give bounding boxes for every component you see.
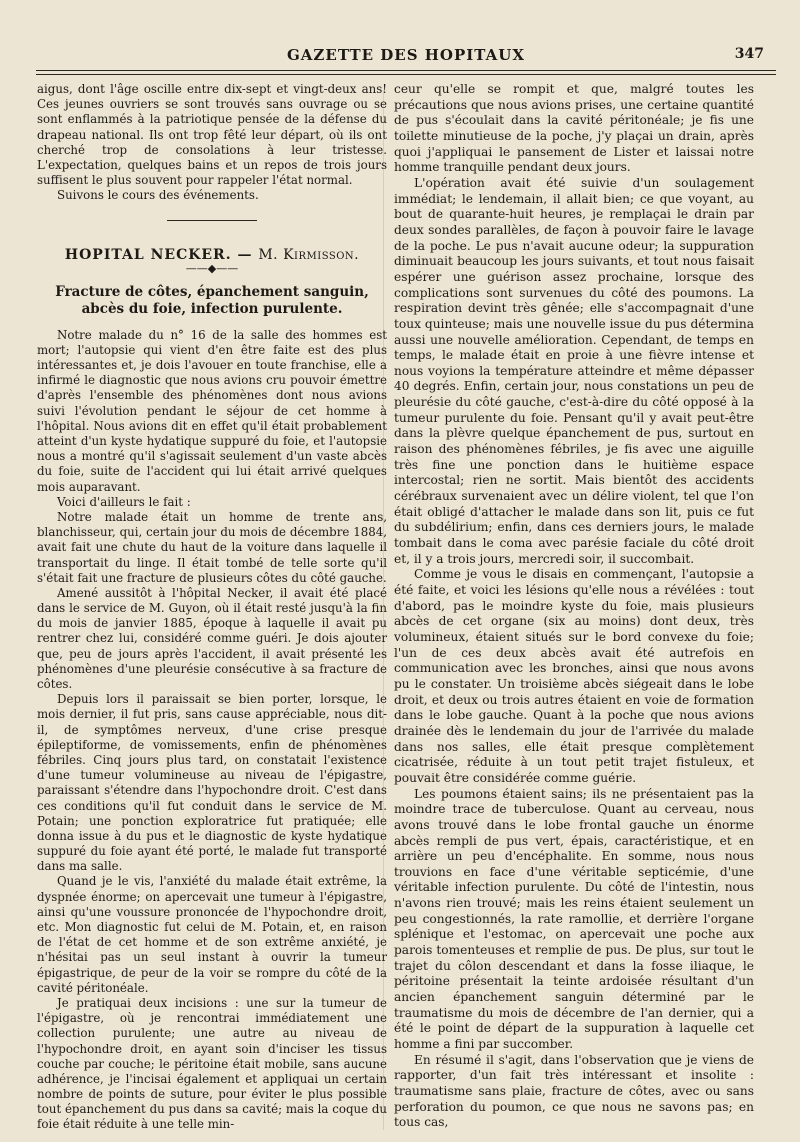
left-column — [37, 82, 387, 1133]
page-header — [36, 46, 776, 68]
paragraph: Notre malade était un homme de trente ans, blanchisseur, qui, certain jour du mois de décembre 1884, avait fait une chute du haut de la voiture dans laquelle il transportait du linge. Il était tombé de telle sorte qu'il s'était fait une fracture de plusieurs côtes du côté gauche. — [37, 509, 387, 585]
paragraph: L'opération avait été suivie d'un soulagement immédiat; le lendemain, il allait bien; ce que voyant, au bout de quarante-huit heures, je remplaçai le drain par deux sondes parallèles, de façon à pouvoir faire le lavage de la poche. Le pus n'avait aucune odeur; la suppuration diminuait beaucoup les jours suivants, et tout nous faisait espérer une guérison assez prochaine, lorsque des complications sont survenues du côté des poumons. La respiration devint très gênée; elle s'accompagnait d'une toux quinteuse; mais une nouvelle issue du pus détermina aussi une nouvelle amélioration. Cependant, de temps en temps, le malade était en proie à une fièvre intense et nous voyions la température atteindre et même dépasser 40 degrés. Enfin, certain jour, nous constations un peu de pleurésie du côté gauche, c'est-à-dire du côté opposé à la tumeur purulente du foie. Pensant qu'il y avait peut-être dans la plèvre quelque épanchement de pus, surtout en raison des phénomènes fébriles, je fis avec une aiguille très fine une ponction dans le huitième espace intercostal; rien ne sortit. Mais bientôt des accidents cérébraux survenaient avec un délire violent, tel que l'on était obligé d'attacher le malade dans son lit, puis ce fut du subdélirium; enfin, dans ces derniers jours, le malade tombait dans le coma avec parésie faciale du côté droit et, il y a trois jours, mercredi soir, il succombait. — [394, 175, 754, 566]
paragraph: Voici d'ailleurs le fait : — [57, 494, 191, 509]
paragraph: Amené aussitôt à l'hôpital Necker, il avait été placé dans le service de M. Guyon, où il était resté jusqu'à la fin du mois de janvier 1885, époque à laquelle il avait pu rentrer chez lui, considéré comme guéri. Je dois ajouter que, peu de jours après l'accident, il avait présenté les phénomènes d'une pleurésie consécutive à sa fracture de côtes. — [37, 585, 387, 691]
right-column — [394, 82, 754, 1131]
header-rule — [36, 70, 776, 71]
paragraph: Depuis lors il paraissait se bien porter, lorsque, le mois dernier, il fut pris, sans cause appréciable, nous dit-il, de symptômes nerveux, d'une crise presque épileptiforme, de vomissements, enfin de phénomènes fébriles. Cinq jours plus tard, on constatait l'existence d'une tumeur volumineuse au niveau de l'épigastre, paraissant s'étendre dans l'hypochondre droit. C'est dans ces conditions qu'il fut conduit dans le service de M. Potain; une ponction exploratrice fut pratiquée; elle donna issue à du pus et le diagnostic de kyste hydatique suppuré du foie ayant été porté, le malade fut transporté dans ma salle. — [37, 692, 387, 874]
hospital-name: HOPITAL NECKER. — — [64, 246, 253, 263]
paragraph: En résumé il s'agit, dans l'observation que je viens de rapporter, d'un fait très intéressant et insolite : traumatisme sans plaie, fracture de côtes, avec ou sans perforation du poumon, ce que nous ne savons pas; en tous cas, — [394, 1052, 754, 1130]
divider — [167, 220, 257, 221]
heading-ornament: ——◆—— — [185, 261, 239, 275]
article-subtitle: Fracture de côtes, épanchement sanguin, abcès du foie, infection purulente. — [55, 283, 369, 317]
paragraph: Quand je le vis, l'anxiété du malade était extrême, la dyspnée énorme; on apercevait une tumeur à l'épigastre, ainsi qu'une voussure prononcée de l'hypochondre droit, etc. Mon diagnostic fut celui de M. Potain, et, en raison de l'état de cet homme et de son extrême anxiété, je n'hésitai pas un seul instant à ouvrir la tumeur épigastrique, de peur de la voir se rompre du côté de la cavité péritonéale. — [37, 874, 387, 995]
paragraph: Les poumons étaient sains; ils ne présentaient pas la moindre trace de tuberculose. Quant au cerveau, nous avons trouvé dans le lobe frontal gauche un énorme abcès rempli de pus vert, épais, caractéristique, et en arrière un peu d'encéphalite. En somme, nous nous trouvions en face d'une véritable septicémie, d'une véritable infection purulente. Du côté de l'intestin, nous n'avons rien trouvé; mais les reins étaient seulement un peu congestionnés, la rate ramollie, et derrière l'organe splénique et l'estomac, on apercevait une poche aux parois tomenteuses et remplie de pus. De plus, sur tout le trajet du côlon descendant et dans la fosse iliaque, le péritoine présentait la teinte ardoisée résultant d'un ancien épanchement sanguin déterminé par le traumatisme du mois de décembre de l'an dernier, qui a été le point de départ de la suppuration à laquelle cet homme a fini par succomber. — [394, 786, 754, 1052]
paragraph: Je pratiquai deux incisions : une sur la tumeur de l'épigastre, où je rencontrai immédiatement une collection purulente; une autre au niveau de l'hypochondre droit, en ayant soin d'inciser les tissus couche par couche; le péritoine était mobile, sans aucune adhérence, je l'incisai également et appliquai un certain nombre de points de suture, pour éviter le plus possible tout épanchement du pus dans sa cavité; mais la coque du foie était réduite à une telle min- — [37, 995, 387, 1132]
paragraph: Notre malade du n° 16 de la salle des hommes est mort; l'autopsie qui vient d'en être faite est des plus intéressantes et, je dois l'avouer en toute franchise, elle a infirmé le diagnostic que nous avions cru pouvoir émettre d'après l'ensemble des phénomènes dont nous avions suivi l'évolution pendant le séjour de cet homme à l'hôpital. Nous avions dit en effet qu'il était probablement atteint d'un kyste hydatique suppuré du foie, et l'autopsie nous a montré qu'il s'agissait seulement d'un vaste abcès du foie, suite de l'accident qui lui était arrivé quelques mois auparavant. — [37, 327, 387, 494]
author-name: M. Kirmisson. — [258, 246, 360, 263]
header-rule-thin — [36, 74, 776, 75]
paragraph: Suivons le cours des événements. — [57, 188, 259, 203]
section-heading — [37, 248, 387, 263]
paragraph: Comme je vous le disais en commençant, l'autopsie a été faite, et voici les lésions qu'elle nous a révélées : tout d'abord, pas le moindre kyste du foie, mais plusieurs abcès de cet organe (six au moins) dont deux, très volumineux, étaient situés sur le bord convexe du foie; l'un de ces deux abcès avait été autrefois en communication avec les bronches, ainsi que nous avons pu le constater. Un troisième abcès siégeait dans le lobe droit, et deux ou trois autres étaient en voie de formation dans le lobe gauche. Quant à la poche que nous avions drainée dès le lendemain du jour de l'arrivée du malade dans nos salles, elle était presque complètement cicatrisée, réduite à un tout petit trajet fistuleux, et pouvait être considérée comme guérie. — [394, 567, 754, 785]
journal-title: GAZETTE DES HOPITAUX — [286, 46, 525, 64]
paragraph: ceur qu'elle se rompit et que, malgré toutes les précautions que nous avions prises, une certaine quantité de pus s'écoulait dans la cavité péritonéale; je fis une toilette minutieuse de la poche, j'y plaçai un drain, après quoi j'appliquai le pansement de Lister et laissai notre homme tranquille pendant deux jours. — [394, 82, 754, 175]
page-number: 347 — [734, 46, 764, 62]
paragraph: aigus, dont l'âge oscille entre dix-sept et vingt-deux ans! Ces jeunes ouvriers se sont trouvés sans ouvrage ou se sont enflammés à la patriotique pensée de la défense du drapeau national. Ils ont trop fêté leur départ, où ils ont cherché trop de consolations à leur tristesse. L'expectation, quelques bains et un repos de trois jours suffisent le plus souvent pour rappeler l'état normal. — [37, 82, 387, 188]
